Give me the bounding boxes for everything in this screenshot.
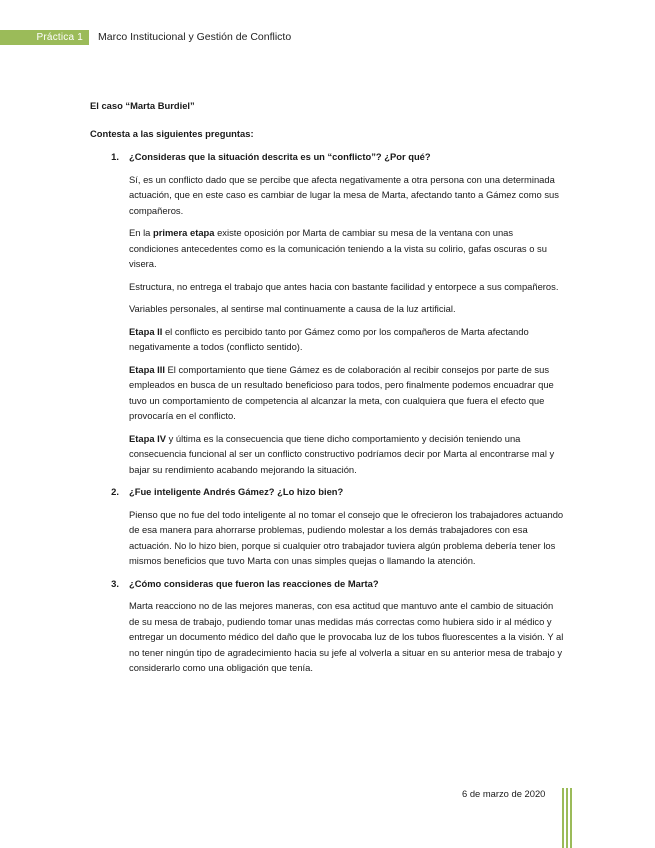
header-title: Marco Institucional y Gestión de Conflicto xyxy=(98,31,292,43)
document-body xyxy=(90,98,565,683)
answer-paragraph: Etapa III El comportamiento que tiene Gámez es de colaboración al recibir consejos por parte de sus empleados en busca de un resultado beneficioso para todos, pero finalmente podemos encuadrar que tuvo un comportamiento de competencia al alcanzar la meta, con cualquiera que fuera el efecto que provocaría en el conflicto. xyxy=(129,363,554,421)
decorative-side-lines xyxy=(562,788,572,848)
question-1 xyxy=(90,149,565,165)
answer-paragraph: En la primera etapa existe oposición por Marta de cambiar su mesa de la ventana con unas condiciones antecedentes como es la comunicación teniendo a la vista su colirio, gafas oscuras o su visera. xyxy=(129,227,547,269)
question-number: 2. xyxy=(111,486,119,497)
practice-label: Práctica 1 xyxy=(0,30,89,45)
question-text: ¿Fue inteligente Andrés Gámez? ¿Lo hizo bien? xyxy=(129,486,344,497)
answer-paragraph: Pienso que no fue del todo inteligente al no tomar el consejo que le ofrecieron los trabajadores actuando de esa manera para ahorrarse problemas, pudiendo molestar a los demás trabajadores con esa actuación. No lo hizo bien, porque si cualquier otro trabajador tuviera algún problema debería tener los mismos beneficios que tuvo Marta con unas simples quejas o llamando la atención. xyxy=(129,508,564,566)
answer-paragraph: Variables personales, al sentirse mal continuamente a causa de la luz artificial. xyxy=(129,303,456,314)
footer-date: 6 de marzo de 2020 xyxy=(462,788,546,799)
answer-paragraph: Marta reacciono no de las mejores maneras, con esa actitud que mantuvo ante el cambio de situación de su mesa de trabajo, pudiendo tomar unas medidas más correctas como hubiera sido ir al médico y entregar un documento médico del daño que le provocaba luz de los tubos fluorescentes a la visión. Y al no tener ningún tipo de agradecimiento hacia su jefe al volverla a situar en su anterior mesa de trabajo y considerarlo como una obligación que tenía. xyxy=(129,600,564,673)
question-2 xyxy=(90,484,565,500)
answer-paragraph: Sí, es un conflicto dado que se percibe que afecta negativamente a otra persona con una determinada actuación, que en este caso es cambiar de lugar la mesa de Marta, afectando tanto a Gámez como sus compañeros. xyxy=(129,173,559,216)
question-text: ¿Consideras que la situación descrita es un “conflicto”? ¿Por qué? xyxy=(129,151,431,162)
question-3 xyxy=(90,576,565,592)
stage-label: Etapa II xyxy=(129,325,163,337)
stage-label: primera etapa xyxy=(152,227,215,238)
case-title: El caso “Marta Burdiel” xyxy=(90,100,195,111)
instruction: Contesta a las siguientes preguntas: xyxy=(90,127,254,139)
answer-paragraph: Etapa II el conflicto es percibido tanto por Gámez como por los compañeros de Marta afectando negativamente a todos (conflicto sentido). xyxy=(129,325,529,352)
stage-label: Etapa IV xyxy=(129,432,166,444)
page-header xyxy=(0,30,655,46)
answer-paragraph: Etapa IV y última es la consecuencia que tiene dicho comportamiento y decisión teniendo una consecuencia funcional al ser un conflicto constructivo podríamos decir por Marta al encontrarse mal y bajar su rendimiento acabando mejorando la situación. xyxy=(129,432,555,475)
question-text: ¿Cómo consideras que fueron las reacciones de Marta? xyxy=(129,577,379,589)
answer-paragraph: Estructura, no entrega el trabajo que antes hacia con bastante facilidad y entorpece a sus compañeros. xyxy=(129,280,559,292)
question-number: 3. xyxy=(111,577,119,589)
question-number: 1. xyxy=(111,151,119,162)
stage-label: Etapa III xyxy=(129,363,165,375)
